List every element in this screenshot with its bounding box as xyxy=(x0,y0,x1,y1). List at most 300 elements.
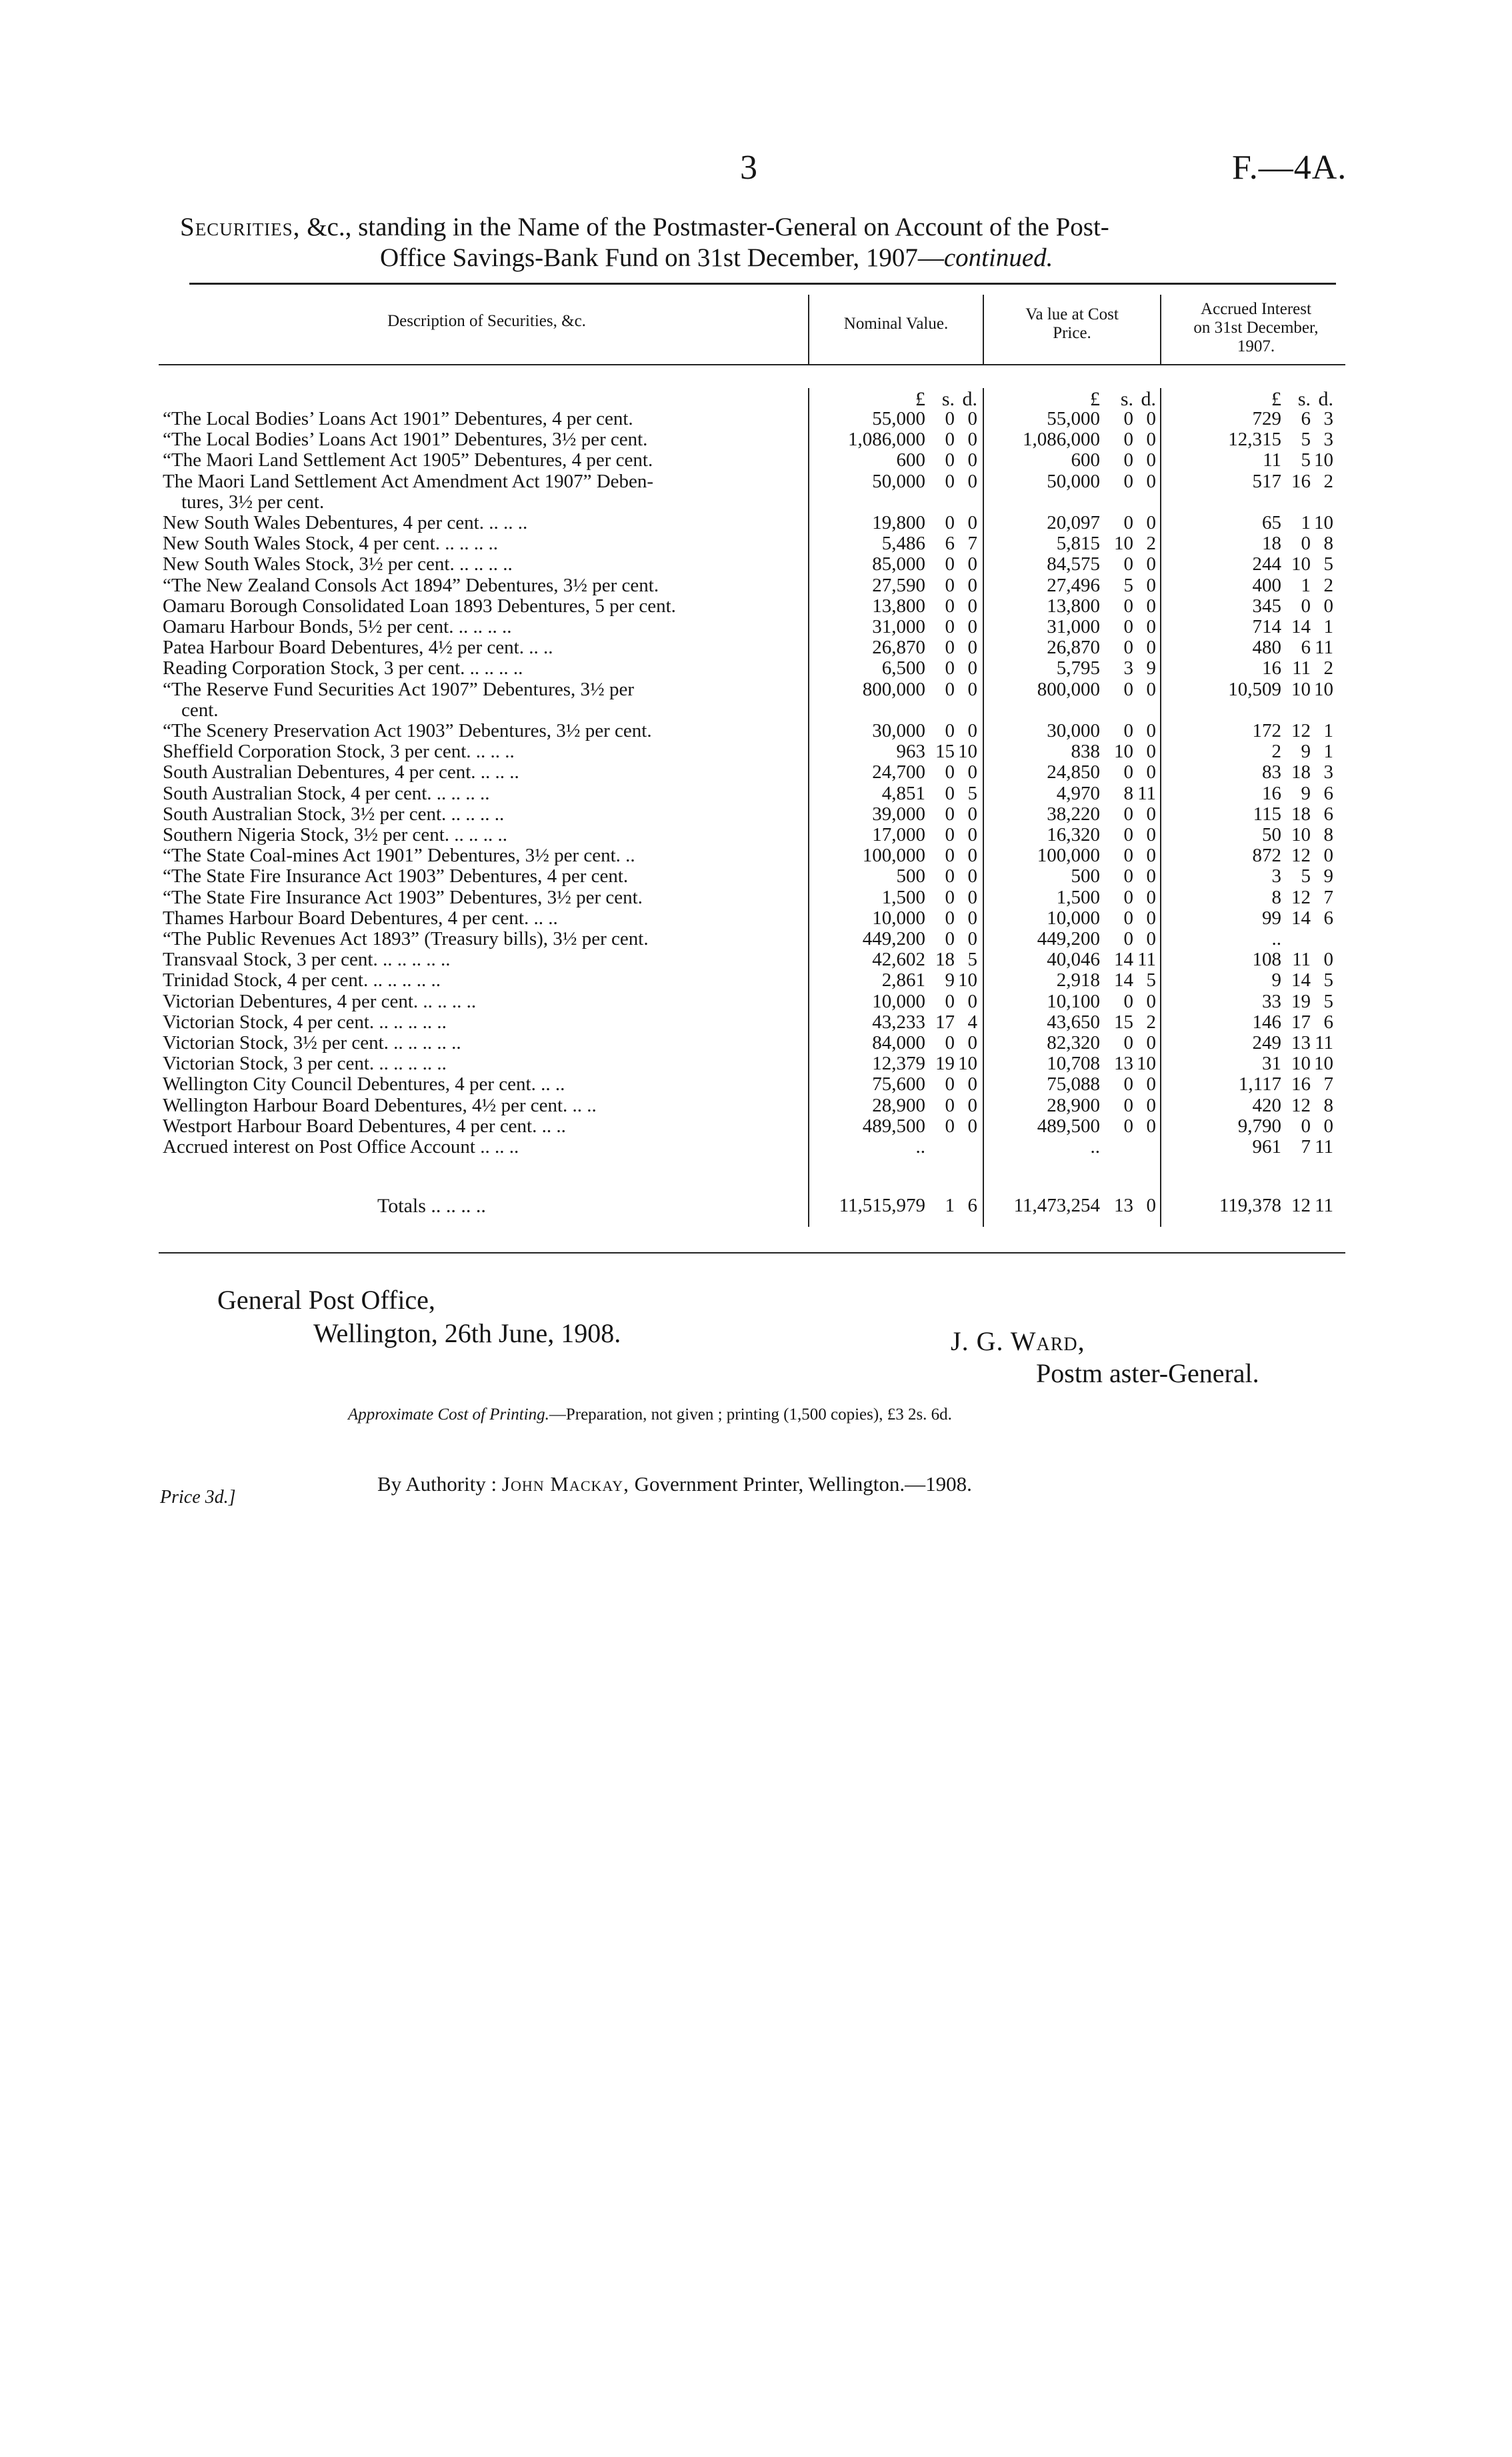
table-row xyxy=(0,679,1512,700)
c-pounds-cell: 10,100 xyxy=(1047,990,1100,1012)
c-pence-cell: 0 xyxy=(1146,1094,1156,1116)
printing-cost-note xyxy=(348,1406,952,1424)
c-shillings-cell: 0 xyxy=(1123,1073,1133,1095)
a-pounds-cell: .. xyxy=(1271,928,1281,949)
c-shillings-cell: 8 xyxy=(1123,782,1133,804)
a-pence-cell: 8 xyxy=(1323,1094,1333,1116)
a-pence-cell: 5 xyxy=(1323,969,1333,991)
c-pounds-cell: 30,000 xyxy=(1047,720,1100,741)
c-pounds-cell: 13,800 xyxy=(1047,595,1100,617)
c-pence-cell: 0 xyxy=(1146,720,1156,741)
n-pounds-cell: 50,000 xyxy=(872,470,925,492)
security-description: New South Wales Stock, 4 per cent. .. .. .. .. xyxy=(163,533,498,555)
table-row xyxy=(0,408,1512,429)
a-shillings-cell: 5 xyxy=(1301,429,1311,451)
a-pounds-cell: 12,315 xyxy=(1228,429,1281,451)
c-shillings-cell: 14 xyxy=(1114,969,1133,991)
n-pounds-cell: 43,233 xyxy=(872,1011,925,1033)
n-pence-cell: 0 xyxy=(967,429,977,451)
a-pounds-cell: 115 xyxy=(1253,803,1281,825)
c-shillings-cell: 0 xyxy=(1123,449,1133,471)
security-description: Wellington City Council Debentures, 4 per cent. .. .. xyxy=(163,1073,565,1095)
security-description: “The Maori Land Settlement Act 1905” Debentures, 4 per cent. xyxy=(163,449,653,471)
security-description: Oamaru Borough Consolidated Loan 1893 Debentures, 5 per cent. xyxy=(163,595,676,617)
n-unit-pence: d. xyxy=(962,388,977,410)
table-row xyxy=(0,449,1512,471)
n-shillings-cell: 0 xyxy=(945,1073,955,1095)
n-shillings-cell: 0 xyxy=(945,1032,955,1053)
c-pounds-cell: 82,320 xyxy=(1047,1032,1100,1053)
a-pence-cell: 3 xyxy=(1323,408,1333,429)
a-shillings-cell: 19 xyxy=(1291,990,1311,1012)
n-pence-cell: 0 xyxy=(967,720,977,741)
c-pence-cell: 0 xyxy=(1146,761,1156,783)
table-row xyxy=(0,637,1512,658)
a-shillings-cell: 0 xyxy=(1301,595,1311,617)
c-pence-cell: 0 xyxy=(1146,741,1156,763)
table-row xyxy=(0,533,1512,554)
a-pence-cell: 11 xyxy=(1315,1136,1333,1157)
n-pounds-cell: 2,861 xyxy=(881,969,925,991)
a-shillings-cell: 10 xyxy=(1291,678,1311,700)
a-pounds-cell: 9,790 xyxy=(1237,1115,1281,1137)
c-pence-cell: 0 xyxy=(1146,803,1156,825)
c-shillings-cell: 0 xyxy=(1123,429,1133,451)
a-pounds-cell: 172 xyxy=(1252,720,1281,741)
n-pence-cell: 5 xyxy=(967,782,977,804)
a-shillings-cell: 10 xyxy=(1291,1053,1311,1075)
table-row xyxy=(0,595,1512,617)
n-shillings-cell: 0 xyxy=(945,720,955,741)
n-shillings-cell: 0 xyxy=(945,595,955,617)
a-shillings-cell: 6 xyxy=(1301,637,1311,659)
n-pence-cell: 0 xyxy=(967,470,977,492)
n-shillings-cell: 0 xyxy=(945,512,955,533)
a-pounds-cell: 244 xyxy=(1252,553,1281,575)
n-pence-cell: 0 xyxy=(967,678,977,700)
n-shillings-cell: 0 xyxy=(945,865,955,887)
table-row-continuation xyxy=(0,491,1512,513)
office-line1: General Post Office, xyxy=(217,1285,435,1315)
c-pounds-cell: 27,496 xyxy=(1047,574,1100,596)
security-description: Patea Harbour Board Debentures, 4½ per cent. .. .. xyxy=(163,637,553,659)
accrued-header-line1: Accrued Interest xyxy=(1201,300,1311,318)
table-row xyxy=(0,761,1512,783)
security-description: “The New Zealand Consols Act 1894” Debentures, 3½ per cent. xyxy=(163,574,659,596)
c-shillings-cell: 0 xyxy=(1123,408,1133,429)
header-divider-1 xyxy=(808,295,809,365)
c-shillings-cell: 10 xyxy=(1114,741,1133,763)
c-pence-cell: 11 xyxy=(1137,949,1156,971)
a-shillings-cell: 9 xyxy=(1301,782,1311,804)
signature-name: J. G. Ward, xyxy=(951,1326,1085,1356)
n-pounds-cell: 39,000 xyxy=(872,803,925,825)
c-pence-cell: 0 xyxy=(1146,824,1156,845)
n-pounds-cell: 28,900 xyxy=(872,1094,925,1116)
cost-header-line2: Price. xyxy=(1053,324,1091,342)
header-divider-3 xyxy=(1160,295,1161,365)
a-shillings-cell: 5 xyxy=(1301,449,1311,471)
a-pence-cell: 5 xyxy=(1323,990,1333,1012)
total-a-pence: 11 xyxy=(1315,1195,1333,1216)
a-pounds-cell: 65 xyxy=(1262,512,1281,533)
n-pence-cell: 7 xyxy=(967,533,977,555)
n-shillings-cell: 9 xyxy=(945,969,955,991)
column-header-cost xyxy=(988,305,1156,343)
security-description-continued: tures, 3½ per cent. xyxy=(181,491,325,513)
security-description: “The Reserve Fund Securities Act 1907” Debentures, 3½ per xyxy=(163,678,635,700)
n-shillings-cell: 0 xyxy=(945,782,955,804)
n-pounds-cell: 85,000 xyxy=(872,553,925,575)
n-shillings-cell: 0 xyxy=(945,886,955,908)
c-pounds-cell: 2,918 xyxy=(1056,969,1100,991)
security-description: Victorian Debentures, 4 per cent. .. .. .. .. xyxy=(163,990,477,1012)
c-shillings-cell: 14 xyxy=(1114,949,1133,971)
security-description: Accrued interest on Post Office Account .. .. .. xyxy=(163,1136,519,1157)
table-row xyxy=(0,616,1512,637)
c-pounds-cell: 55,000 xyxy=(1047,408,1100,429)
a-shillings-cell: 18 xyxy=(1291,803,1311,825)
n-pounds-cell: 5,486 xyxy=(881,533,925,555)
n-pounds-cell: 27,590 xyxy=(872,574,925,596)
a-pence-cell: 7 xyxy=(1323,1073,1333,1095)
a-shillings-cell: 1 xyxy=(1301,512,1311,533)
n-pence-cell: 4 xyxy=(967,1011,977,1033)
table-row xyxy=(0,429,1512,450)
a-pounds-cell: 11 xyxy=(1263,449,1281,471)
a-pence-cell: 10 xyxy=(1314,449,1333,471)
a-pence-cell: 0 xyxy=(1323,845,1333,867)
n-pence-cell: 0 xyxy=(967,449,977,471)
n-pence-cell: 0 xyxy=(967,512,977,533)
n-shillings-cell: 0 xyxy=(945,761,955,783)
total-a-shillings: 12 xyxy=(1291,1195,1311,1216)
table-row xyxy=(0,1095,1512,1116)
security-description: Trinidad Stock, 4 per cent. .. .. .. .. .. xyxy=(163,969,441,991)
c-pounds-cell: 50,000 xyxy=(1047,470,1100,492)
c-shillings-cell: 3 xyxy=(1123,657,1133,679)
a-shillings-cell: 0 xyxy=(1301,533,1311,555)
n-pounds-cell: 13,800 xyxy=(872,595,925,617)
c-pounds-cell: .. xyxy=(1090,1136,1100,1157)
a-pounds-cell: 108 xyxy=(1252,949,1281,971)
a-pounds-cell: 3 xyxy=(1271,865,1281,887)
c-pounds-cell: 43,650 xyxy=(1047,1011,1100,1033)
c-shillings-cell: 0 xyxy=(1123,907,1133,929)
c-pounds-cell: 84,575 xyxy=(1047,553,1100,575)
c-pence-cell: 9 xyxy=(1146,657,1156,679)
a-pence-cell: 8 xyxy=(1323,824,1333,845)
a-unit-pence: d. xyxy=(1318,388,1333,410)
c-shillings-cell: 5 xyxy=(1123,574,1133,596)
c-pence-cell: 0 xyxy=(1146,574,1156,596)
a-shillings-cell: 12 xyxy=(1291,1094,1311,1116)
c-pounds-cell: 75,088 xyxy=(1047,1073,1100,1095)
c-pence-cell: 0 xyxy=(1146,408,1156,429)
n-pence-cell: 0 xyxy=(967,616,977,637)
a-shillings-cell: 13 xyxy=(1291,1032,1311,1053)
security-description: Victorian Stock, 3 per cent. .. .. .. .. .. xyxy=(163,1053,447,1075)
n-pence-cell: 0 xyxy=(967,408,977,429)
c-shillings-cell: 0 xyxy=(1123,803,1133,825)
table-bottom-rule xyxy=(159,1252,1345,1254)
totals-row xyxy=(0,1195,1512,1216)
a-pounds-cell: 8 xyxy=(1271,886,1281,908)
security-description: “The State Fire Insurance Act 1903” Debentures, 3½ per cent. xyxy=(163,886,643,908)
table-row xyxy=(0,1011,1512,1033)
page-number: 3 xyxy=(740,149,757,187)
table-row xyxy=(0,907,1512,929)
c-shillings-cell: 0 xyxy=(1123,720,1133,741)
c-pence-cell: 0 xyxy=(1146,470,1156,492)
table-row-continuation xyxy=(0,699,1512,721)
table-header-rule xyxy=(159,364,1345,365)
c-pounds-cell: 20,097 xyxy=(1047,512,1100,533)
n-pence-cell: 0 xyxy=(967,907,977,929)
table-row xyxy=(0,845,1512,866)
a-pence-cell: 11 xyxy=(1315,637,1333,659)
c-pence-cell: 0 xyxy=(1146,1115,1156,1137)
a-pence-cell: 1 xyxy=(1323,616,1333,637)
a-pounds-cell: 31 xyxy=(1262,1053,1281,1075)
totals-label: Totals .. .. .. .. xyxy=(377,1195,486,1217)
c-pence-cell: 0 xyxy=(1146,845,1156,867)
n-pounds-cell: 1,500 xyxy=(881,886,925,908)
a-pounds-cell: 517 xyxy=(1252,470,1281,492)
n-unit-shilling: s. xyxy=(941,388,955,410)
n-pence-cell: 0 xyxy=(967,886,977,908)
printing-cost-italic: Approximate Cost of Printing. xyxy=(348,1406,549,1424)
table-row xyxy=(0,471,1512,492)
document-heading xyxy=(180,212,1353,273)
n-shillings-cell: 0 xyxy=(945,657,955,679)
c-unit-shilling: s. xyxy=(1120,388,1133,410)
security-description: The Maori Land Settlement Act Amendment Act 1907” Deben- xyxy=(163,470,654,492)
a-pounds-cell: 50 xyxy=(1262,824,1281,845)
n-pounds-cell: 600 xyxy=(896,449,925,471)
n-pounds-cell: 31,000 xyxy=(872,616,925,637)
n-shillings-cell: 0 xyxy=(945,408,955,429)
n-pence-cell: 0 xyxy=(967,553,977,575)
table-row xyxy=(0,1073,1512,1095)
table-row xyxy=(0,512,1512,533)
a-pounds-cell: 16 xyxy=(1262,782,1281,804)
a-pounds-cell: 872 xyxy=(1252,845,1281,867)
n-shillings-cell: 0 xyxy=(945,845,955,867)
a-pounds-cell: 99 xyxy=(1262,907,1281,929)
n-pence-cell: 10 xyxy=(958,741,977,763)
c-shillings-cell: 0 xyxy=(1123,512,1133,533)
a-pence-cell: 6 xyxy=(1323,1011,1333,1033)
a-shillings-cell: 16 xyxy=(1291,1073,1311,1095)
c-shillings-cell: 0 xyxy=(1123,1094,1133,1116)
a-shillings-cell: 14 xyxy=(1291,907,1311,929)
n-pence-cell: 0 xyxy=(967,1032,977,1053)
n-pence-cell: 10 xyxy=(958,969,977,991)
n-unit-pound: £ xyxy=(915,388,925,410)
security-description: Thames Harbour Board Debentures, 4 per cent. .. .. xyxy=(163,907,558,929)
column-header-description: Description of Securities, &c. xyxy=(387,312,586,330)
c-pounds-cell: 28,900 xyxy=(1047,1094,1100,1116)
security-description: South Australian Stock, 3½ per cent. .. .. .. .. xyxy=(163,803,505,825)
heading-line1: &c., standing in the Name of the Postmaster-General on Account of the Post- xyxy=(307,213,1109,241)
c-shillings-cell: 15 xyxy=(1114,1011,1133,1033)
a-pounds-cell: 16 xyxy=(1262,657,1281,679)
n-pence-cell: 0 xyxy=(967,865,977,887)
c-pence-cell: 0 xyxy=(1146,512,1156,533)
total-n-shillings: 1 xyxy=(945,1195,955,1216)
a-pounds-cell: 83 xyxy=(1262,761,1281,783)
a-pounds-cell: 961 xyxy=(1252,1136,1281,1157)
a-pence-cell: 10 xyxy=(1314,1053,1333,1075)
a-pence-cell: 10 xyxy=(1314,512,1333,533)
c-pounds-cell: 100,000 xyxy=(1037,845,1100,867)
table-row xyxy=(0,824,1512,845)
n-pounds-cell: 100,000 xyxy=(862,845,925,867)
total-c-pence: 0 xyxy=(1146,1195,1156,1216)
n-pence-cell: 0 xyxy=(967,824,977,845)
table-row xyxy=(0,575,1512,596)
c-shillings-cell: 0 xyxy=(1123,990,1133,1012)
a-pence-cell: 6 xyxy=(1323,803,1333,825)
c-pounds-cell: 4,970 xyxy=(1056,782,1100,804)
security-description-continued: cent. xyxy=(181,699,219,721)
c-pence-cell: 0 xyxy=(1146,1073,1156,1095)
a-shillings-cell: 12 xyxy=(1291,845,1311,867)
total-a-pounds: 119,378 xyxy=(1219,1195,1281,1216)
a-pence-cell: 6 xyxy=(1323,907,1333,929)
n-pence-cell: 0 xyxy=(967,1094,977,1116)
n-pence-cell: 0 xyxy=(967,845,977,867)
security-description: “The Local Bodies’ Loans Act 1901” Debentures, 3½ per cent. xyxy=(163,429,648,451)
total-n-pence: 6 xyxy=(967,1195,977,1216)
security-description: South Australian Stock, 4 per cent. .. .. .. .. xyxy=(163,782,490,804)
n-shillings-cell: 0 xyxy=(945,637,955,659)
accrued-header-line2: on 31st December, xyxy=(1193,319,1319,337)
n-shillings-cell: 0 xyxy=(945,574,955,596)
printing-cost-text: —Preparation, not given ; printing (1,500 copies), £3 2s. 6d. xyxy=(549,1406,952,1424)
heading-lead: Securities, xyxy=(180,213,301,241)
security-description: New South Wales Stock, 3½ per cent. .. .. .. .. xyxy=(163,553,513,575)
cost-header-line1: Va lue at Cost xyxy=(1025,305,1119,323)
c-pence-cell: 11 xyxy=(1137,782,1156,804)
c-shillings-cell: 13 xyxy=(1114,1053,1133,1075)
a-pounds-cell: 146 xyxy=(1252,1011,1281,1033)
n-pounds-cell: .. xyxy=(915,1136,925,1157)
table-row xyxy=(0,1032,1512,1053)
a-pence-cell: 5 xyxy=(1323,553,1333,575)
security-description: “The State Fire Insurance Act 1903” Debentures, 4 per cent. xyxy=(163,865,629,887)
a-shillings-cell: 12 xyxy=(1291,886,1311,908)
n-shillings-cell: 6 xyxy=(945,533,955,555)
header-divider-2 xyxy=(983,295,984,365)
n-shillings-cell: 0 xyxy=(945,429,955,451)
authority-prefix: By Authority : xyxy=(377,1472,497,1496)
n-shillings-cell: 17 xyxy=(935,1011,955,1033)
a-unit-shilling: s. xyxy=(1297,388,1311,410)
table-row xyxy=(0,1115,1512,1137)
n-shillings-cell: 0 xyxy=(945,553,955,575)
n-pounds-cell: 30,000 xyxy=(872,720,925,741)
c-unit-pound: £ xyxy=(1090,388,1100,410)
security-description: “The Scenery Preservation Act 1903” Debentures, 3½ per cent. xyxy=(163,720,652,741)
c-pence-cell: 0 xyxy=(1146,865,1156,887)
printer-authority xyxy=(377,1472,972,1496)
total-c-shillings: 13 xyxy=(1114,1195,1133,1216)
total-n-pounds: 11,515,979 xyxy=(839,1195,925,1216)
n-pence-cell: 5 xyxy=(967,949,977,971)
n-pence-cell: 0 xyxy=(967,574,977,596)
c-pence-cell: 0 xyxy=(1146,928,1156,949)
n-pence-cell: 10 xyxy=(958,1053,977,1075)
a-shillings-cell: 14 xyxy=(1291,616,1311,637)
c-shillings-cell: 0 xyxy=(1123,616,1133,637)
table-row xyxy=(0,969,1512,991)
a-pence-cell: 9 xyxy=(1323,865,1333,887)
a-pounds-cell: 2 xyxy=(1271,741,1281,763)
printer-name: John Mackay, xyxy=(501,1472,629,1496)
a-pence-cell: 6 xyxy=(1323,782,1333,804)
a-pounds-cell: 729 xyxy=(1252,408,1281,429)
a-shillings-cell: 7 xyxy=(1301,1136,1311,1157)
n-shillings-cell: 15 xyxy=(935,741,955,763)
n-pounds-cell: 17,000 xyxy=(872,824,925,845)
c-pence-cell: 0 xyxy=(1146,616,1156,637)
a-shillings-cell: 1 xyxy=(1301,574,1311,596)
table-row xyxy=(0,949,1512,970)
c-pounds-cell: 5,795 xyxy=(1056,657,1100,679)
a-shillings-cell: 18 xyxy=(1291,761,1311,783)
c-shillings-cell: 0 xyxy=(1123,1032,1133,1053)
a-shillings-cell: 12 xyxy=(1291,720,1311,741)
n-pence-cell: 0 xyxy=(967,761,977,783)
a-pence-cell: 3 xyxy=(1323,761,1333,783)
c-pence-cell: 0 xyxy=(1146,449,1156,471)
n-pounds-cell: 800,000 xyxy=(862,678,925,700)
c-pounds-cell: 38,220 xyxy=(1047,803,1100,825)
c-pounds-cell: 449,200 xyxy=(1037,928,1100,949)
paper-reference: F.—4A. xyxy=(1232,149,1347,187)
table-row xyxy=(0,887,1512,908)
n-shillings-cell: 0 xyxy=(945,1094,955,1116)
c-shillings-cell: 0 xyxy=(1123,595,1133,617)
c-shillings-cell: 0 xyxy=(1123,824,1133,845)
c-shillings-cell: 0 xyxy=(1123,886,1133,908)
security-description: South Australian Debentures, 4 per cent. .. .. .. xyxy=(163,761,519,783)
security-description: “The Public Revenues Act 1893” (Treasury bills), 3½ per cent. xyxy=(163,928,649,949)
c-pounds-cell: 1,086,000 xyxy=(1023,429,1100,451)
security-description: Westport Harbour Board Debentures, 4 per cent. .. .. xyxy=(163,1115,566,1137)
n-pounds-cell: 963 xyxy=(896,741,925,763)
a-pence-cell: 2 xyxy=(1323,657,1333,679)
c-pounds-cell: 26,870 xyxy=(1047,637,1100,659)
n-shillings-cell: 0 xyxy=(945,990,955,1012)
a-pounds-cell: 714 xyxy=(1252,616,1281,637)
c-pence-cell: 0 xyxy=(1146,990,1156,1012)
c-pounds-cell: 16,320 xyxy=(1047,824,1100,845)
n-shillings-cell: 0 xyxy=(945,678,955,700)
n-pence-cell: 0 xyxy=(967,1073,977,1095)
c-pence-cell: 0 xyxy=(1146,553,1156,575)
n-pounds-cell: 500 xyxy=(896,865,925,887)
table-row xyxy=(0,657,1512,679)
n-shillings-cell: 0 xyxy=(945,616,955,637)
table-row xyxy=(0,1136,1512,1157)
c-pounds-cell: 24,850 xyxy=(1047,761,1100,783)
n-shillings-cell: 0 xyxy=(945,1115,955,1137)
c-shillings-cell: 0 xyxy=(1123,865,1133,887)
c-shillings-cell: 0 xyxy=(1123,761,1133,783)
